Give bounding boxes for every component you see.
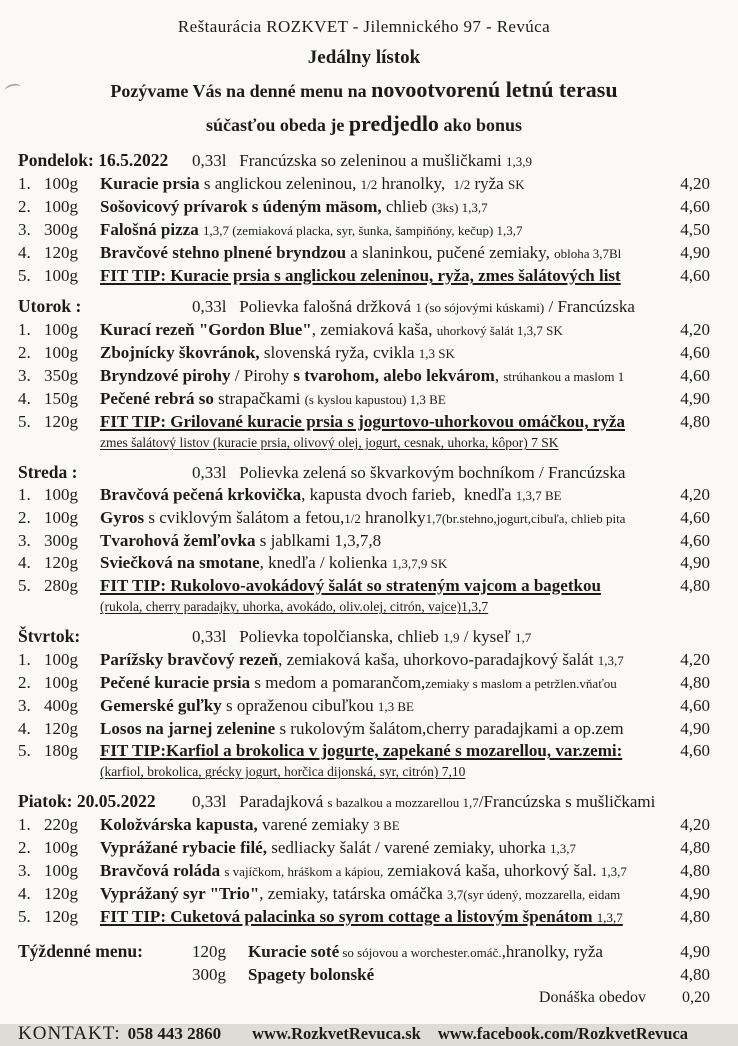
menu-item-row xyxy=(18,883,710,906)
text-part: chlieb xyxy=(381,197,432,216)
menu-item-row xyxy=(18,484,710,507)
item-price: 4,60 xyxy=(680,741,710,760)
item-text xyxy=(100,906,668,929)
text-part: Pečené kuracie prsia xyxy=(100,673,251,692)
menu-item-row xyxy=(18,507,710,530)
text-part: s opraženou cibuľkou xyxy=(221,696,378,715)
text-part: Polievka falošná držková xyxy=(239,297,416,316)
menu-item-row xyxy=(18,342,710,365)
menu-item-row xyxy=(18,552,710,575)
item-weight: 100g xyxy=(44,650,78,669)
menu-item-row xyxy=(18,242,710,265)
item-price: 4,80 xyxy=(680,838,710,857)
item-text xyxy=(100,740,668,762)
item-number: 4. xyxy=(18,719,31,738)
text-part: s tvarohom, alebo lekvárom xyxy=(293,366,495,385)
item-text xyxy=(100,814,668,837)
text-part: 3 BE xyxy=(373,818,400,833)
item-weight: 120g xyxy=(44,884,78,903)
text-part: Gemerské guľky xyxy=(100,696,222,715)
menu-item-row xyxy=(18,173,710,196)
text-part: 1 (so sójovými kúskami) xyxy=(415,300,545,315)
item-number: 4. xyxy=(18,389,31,408)
text-part: FIT TIP: Kuracie prsia s anglickou zeleninou, ryža, zmes šalátových list xyxy=(100,266,621,285)
menu-item-row xyxy=(18,837,710,860)
day-label: Štvrtok: xyxy=(18,626,81,646)
text-part: súčasťou obeda je xyxy=(205,115,349,135)
menu-item-row xyxy=(18,718,710,740)
item-price: 4,20 xyxy=(680,320,710,339)
item-weight: 350g xyxy=(44,366,78,385)
item-number: 3. xyxy=(18,366,31,385)
menu-item-row xyxy=(18,388,710,411)
item-number: 1. xyxy=(18,650,31,669)
text-part: 1,9 xyxy=(443,630,460,645)
weekly-menu-section xyxy=(18,940,710,986)
item-price: 4,80 xyxy=(680,907,710,926)
item-price: 4,90 xyxy=(680,553,710,572)
item-weight: 100g xyxy=(44,266,78,285)
menu-item-row xyxy=(18,319,710,342)
soup-row xyxy=(18,149,710,173)
text-part: /Francúzska s mušličkami xyxy=(478,792,656,811)
item-price: 4,80 xyxy=(680,861,710,880)
item-price: 4,90 xyxy=(680,719,710,738)
item-weight: 100g xyxy=(44,485,78,504)
text-part: Falošná pizza xyxy=(100,220,199,239)
text-part: s rukolovým šalátom,cherry paradajkami a op.zem xyxy=(275,719,624,738)
item-price: 4,20 xyxy=(680,650,710,669)
item-weight: 300g xyxy=(192,965,226,984)
restaurant-name: Reštaurácia ROZKVET - Jilemnického 97 - Revúca xyxy=(177,17,551,36)
item-text xyxy=(100,411,668,433)
item-text xyxy=(100,837,668,860)
soup-text xyxy=(192,626,710,649)
item-weight: 100g xyxy=(44,197,78,216)
soup-text xyxy=(192,791,710,814)
text-part: FIT TIP:Karfiol a brokolica v jogurte, zapekané s mozarellou, var.zemi: xyxy=(100,741,623,760)
menu-item-row xyxy=(18,672,710,695)
item-weight: 120g xyxy=(44,243,78,262)
text-part: Spagety bolonské xyxy=(248,965,375,984)
text-part: Kuracie prsia xyxy=(100,174,200,193)
daily-menu-sections xyxy=(18,149,710,929)
item-text xyxy=(100,365,668,388)
text-part: Vyprážaný syr "Trio" xyxy=(100,884,260,903)
item-number: 5. xyxy=(18,576,31,595)
menu-item-row xyxy=(18,196,710,219)
item-number: 2. xyxy=(18,838,31,857)
note-text: (karfiol, brokolica, grécky jogurt, horčica dijonská, syr, citrón) 7,10 xyxy=(100,764,466,779)
soup-text xyxy=(192,296,710,319)
item-text xyxy=(100,219,668,242)
text-part: , zemiaky, tatárska omáčka xyxy=(259,884,447,903)
text-part: Polievka zelená so škvarkovým bochníkom / Francúzska xyxy=(239,463,626,482)
item-price: 4,80 xyxy=(680,576,710,595)
text-part: 1,3,7 xyxy=(597,653,624,668)
website-text: www.RozkvetRevuca.sk xyxy=(252,1024,421,1043)
fit-tip-note-row xyxy=(18,762,710,782)
text-part: 1,3,7 xyxy=(600,864,627,879)
day-section xyxy=(18,790,710,929)
text-part: Bryndzové pirohy xyxy=(100,366,231,385)
item-number: 5. xyxy=(18,266,31,285)
day-label: Streda : xyxy=(18,462,78,482)
item-text xyxy=(100,388,668,411)
item-number: 3. xyxy=(18,696,31,715)
item-text xyxy=(100,196,668,219)
item-number: 1. xyxy=(18,320,31,339)
text-part: Sviečková na smotane xyxy=(100,553,260,572)
contact-row xyxy=(18,1022,710,1046)
item-weight: 120g xyxy=(44,907,78,926)
day-section xyxy=(18,461,710,617)
text-part: FIT TIP: Rukolovo-avokádový šalát so strateným vajcom a bagetkou xyxy=(100,576,601,595)
item-number: 5. xyxy=(18,741,31,760)
item-price: 4,90 xyxy=(680,942,710,961)
item-number: 4. xyxy=(18,553,31,572)
weekly-item-row xyxy=(18,940,710,964)
menu-title: Jedálny lístok xyxy=(307,47,421,68)
text-part: s bazalkou a mozzarellou 1,7 xyxy=(327,795,479,810)
text-part: , xyxy=(494,366,504,385)
item-weight: 100g xyxy=(44,320,78,339)
menu-item-row xyxy=(18,695,710,718)
text-part: novootvorenú letnú terasu xyxy=(371,77,618,102)
item-weight: 180g xyxy=(44,741,78,760)
fit-tip-note-row xyxy=(18,597,710,617)
text-part: strúhankou a maslom 1 xyxy=(503,369,625,384)
item-number: 3. xyxy=(18,861,31,880)
item-weight: 120g xyxy=(44,719,78,738)
text-part: 0,33l xyxy=(192,297,240,316)
item-number: 4. xyxy=(18,884,31,903)
text-part: 0,33l xyxy=(192,463,240,482)
item-weight: 300g xyxy=(44,531,78,550)
menu-item-row xyxy=(18,906,710,929)
text-part: Pozývame Vás na denné menu na xyxy=(110,81,372,101)
item-price: 4,60 xyxy=(680,531,710,550)
text-part: ako bonus xyxy=(438,115,522,135)
text-part: slovenská ryža, cvikla xyxy=(259,343,419,362)
item-price: 4,20 xyxy=(680,174,710,193)
text-part: FIT TIP: Cuketová palacinka so syrom cottage a listovým špenátom xyxy=(100,907,597,926)
soup-row xyxy=(18,295,710,319)
day-label: Utorok : xyxy=(18,296,82,316)
item-weight: 100g xyxy=(44,838,78,857)
item-text xyxy=(100,173,668,196)
item-weight: 120g xyxy=(192,942,226,961)
text-part: s jablkami 1,3,7,8 xyxy=(255,531,382,550)
text-part: 1,3 SK xyxy=(418,346,455,361)
text-part: Bravčové stehno plnené bryndzou xyxy=(100,243,347,262)
delivery-row xyxy=(18,987,710,1009)
item-number: 2. xyxy=(18,508,31,527)
item-weight: 100g xyxy=(44,861,78,880)
soup-text xyxy=(192,150,710,173)
item-weight: 100g xyxy=(44,508,78,527)
invite-line-1 xyxy=(18,77,710,104)
item-weight: 220g xyxy=(44,815,78,834)
item-price: 4,20 xyxy=(680,485,710,504)
item-price: 4,50 xyxy=(680,220,710,239)
text-part: zemiaková kaša, uhorkový šal. xyxy=(383,861,601,880)
item-text xyxy=(100,575,668,597)
item-weight: 150g xyxy=(44,389,78,408)
text-part: s medom a pomarančom, xyxy=(250,673,426,692)
text-part: / Pirohy xyxy=(230,366,294,385)
text-part: hranolky, xyxy=(377,174,454,193)
text-part: , zemiaková kaša, xyxy=(311,320,437,339)
item-weight: 400g xyxy=(44,696,78,715)
item-price: 4,60 xyxy=(680,197,710,216)
menu-item-row xyxy=(18,530,710,552)
text-part: , kapusta dvoch farieb, knedľa xyxy=(301,485,516,504)
item-number: 1. xyxy=(18,485,31,504)
item-number: 5. xyxy=(18,412,31,431)
text-part: 1/2 xyxy=(344,511,361,526)
text-part: Francúzska so zeleninou a mušličkami xyxy=(239,151,506,170)
item-text xyxy=(100,672,668,695)
text-part: Bravčová roláda xyxy=(100,861,221,880)
note-text: (rukola, cherry paradajky, uhorka, avokádo, oliv.olej, citrón, vajce)1,3,7 xyxy=(100,599,489,614)
item-price: 4,80 xyxy=(680,412,710,431)
text-part: 1/2 xyxy=(360,177,378,192)
soup-row xyxy=(18,790,710,814)
item-text xyxy=(100,552,668,575)
menu-item-row xyxy=(18,649,710,672)
menu-item-row xyxy=(18,365,710,388)
menu-item-row xyxy=(18,411,710,433)
item-text xyxy=(100,242,668,265)
menu-item-row xyxy=(18,575,710,597)
text-part: Paradajková xyxy=(239,792,328,811)
soup-text xyxy=(192,462,710,484)
soup-row xyxy=(18,461,710,484)
item-text xyxy=(100,265,668,287)
item-price: 4,60 xyxy=(680,366,710,385)
text-part: (s kyslou kapustou) 1,3 BE xyxy=(304,392,446,407)
delivery-price: 0,20 xyxy=(682,989,710,1006)
day-label: Pondelok: 16.5.2022 xyxy=(18,150,169,170)
item-text xyxy=(100,718,668,740)
text-part: Zbojnícky škovránok, xyxy=(100,343,260,362)
item-price: 4,90 xyxy=(680,243,710,262)
text-part: Pečené rebrá so xyxy=(100,389,214,408)
text-part: predjedlo xyxy=(348,111,439,136)
day-section xyxy=(18,149,710,287)
text-part: Kuracie soté xyxy=(248,942,340,961)
text-part: Sošovicový prívarok s údeným mäsom, xyxy=(100,197,382,216)
item-number: 3. xyxy=(18,531,31,550)
note-text: zmes šalátový listov (kuracie prsia, olivový olej, jogurt, cesnak, uhorka, kôpor) 7 SK xyxy=(100,435,559,450)
item-number: 1. xyxy=(18,174,31,193)
text-part: Polievka topolčianska, chlieb xyxy=(239,627,444,646)
text-part: 1,3,7,9 SK xyxy=(391,556,448,571)
day-section xyxy=(18,625,710,782)
item-number: 4. xyxy=(18,243,31,262)
text-part: / Francúzska xyxy=(544,297,635,316)
item-number: 2. xyxy=(18,197,31,216)
soup-row xyxy=(18,625,710,649)
item-text xyxy=(248,941,668,964)
text-part: 1,3,9 xyxy=(505,154,532,169)
text-part: obloha 3,7Bl xyxy=(554,246,622,261)
text-part: 1,3,7 BE xyxy=(515,488,562,503)
item-number: 5. xyxy=(18,907,31,926)
day-section xyxy=(18,295,710,453)
contact-phone: 058 443 2860 xyxy=(127,1024,222,1043)
item-price: 4,60 xyxy=(680,343,710,362)
item-text xyxy=(100,507,668,530)
item-text xyxy=(248,964,668,986)
item-price: 4,80 xyxy=(680,673,710,692)
fit-tip-note-row xyxy=(18,433,710,453)
text-part: 0,33l xyxy=(192,792,240,811)
text-part: 1,3,7 xyxy=(550,841,577,856)
text-part: FIT TIP: Grilované kuracie prsia s jogurtovo-uhorkovou omáčkou, ryža xyxy=(100,412,625,431)
item-number: 2. xyxy=(18,343,31,362)
menu-item-row xyxy=(18,219,710,242)
item-price: 4,20 xyxy=(680,815,710,834)
item-price: 4,90 xyxy=(680,389,710,408)
text-part: Losos na jarnej zelenine xyxy=(100,719,276,738)
item-price: 4,60 xyxy=(680,696,710,715)
text-part: s cviklovým šalátom a fetou, xyxy=(144,508,345,527)
item-weight: 100g xyxy=(44,343,78,362)
invite-line-2 xyxy=(18,111,710,138)
text-part: ryža xyxy=(470,174,508,193)
item-text xyxy=(100,319,668,342)
text-part: Tvarohová žemľovka xyxy=(100,531,256,550)
text-part: Vyprážané rybacie filé, xyxy=(100,838,267,857)
text-part: Gyros xyxy=(100,508,145,527)
item-text xyxy=(100,649,668,672)
menu-item-row xyxy=(18,860,710,883)
contact-label: KONTAKT: xyxy=(18,1023,121,1044)
text-part: a slaninkou, pučené zemiaky, xyxy=(346,243,555,262)
weekly-label: Týždenné menu: xyxy=(18,941,143,961)
weekly-item-row xyxy=(18,964,710,986)
text-part: strapačkami xyxy=(213,389,305,408)
item-text xyxy=(100,530,668,552)
item-number: 3. xyxy=(18,220,31,239)
text-part: , zemiaková kaša, uhorkovo-paradajkový šalát xyxy=(278,650,598,669)
item-text xyxy=(100,484,668,507)
text-part: uhorkový šalát 1,3,7 SK xyxy=(436,323,563,338)
item-price: 4,90 xyxy=(680,884,710,903)
menu-item-row xyxy=(18,740,710,762)
menu-item-row xyxy=(18,265,710,287)
text-part: 1,3 BE xyxy=(377,699,414,714)
item-weight: 120g xyxy=(44,553,78,572)
item-number: 2. xyxy=(18,673,31,692)
text-part: 1,7(br.stehno,jogurt,cibuľa, chlieb pita xyxy=(425,511,626,526)
text-part: zemiaky s maslom a petržlen.vňaťou xyxy=(425,676,617,691)
item-text xyxy=(100,883,668,906)
text-part: (3ks) 1,3,7 xyxy=(431,200,488,215)
item-price: 4,80 xyxy=(680,965,710,984)
item-weight: 300g xyxy=(44,220,78,239)
facebook-text: www.facebook.com/RozkvetRevuca xyxy=(437,1024,689,1043)
item-text xyxy=(100,342,668,365)
item-weight: 100g xyxy=(44,673,78,692)
text-part: s anglickou zeleninou, xyxy=(199,174,361,193)
text-part: 1,7 xyxy=(514,630,532,645)
text-part: sedliacky šalát / varené zemiaky, uhorka xyxy=(266,838,551,857)
item-text xyxy=(100,860,668,883)
text-part: SK xyxy=(507,177,525,192)
text-part: 1/2 xyxy=(453,177,471,192)
item-weight: 280g xyxy=(44,576,78,595)
day-label: Piatok: 20.05.2022 xyxy=(18,791,156,811)
text-part: 1,3,7 (zemiaková placka, syr, šunka, šampiňóny, kečup) 1,3,7 xyxy=(202,223,523,238)
text-part: Kurací rezeň "Gordon Blue" xyxy=(100,320,312,339)
item-weight: 100g xyxy=(44,174,78,193)
text-part: Parížsky bravčový rezeň xyxy=(100,650,279,669)
text-part: 0,33l xyxy=(192,151,240,170)
text-part: 3,7(syr údený, mozzarella, eidam xyxy=(447,887,621,902)
item-text xyxy=(100,695,668,718)
text-part: hranolky xyxy=(360,508,426,527)
text-part: Koložvárska kapusta, xyxy=(100,815,258,834)
menu-item-row xyxy=(18,814,710,837)
item-price: 4,60 xyxy=(680,508,710,527)
delivery-label: Donáška obedov xyxy=(538,989,646,1006)
item-number: 1. xyxy=(18,815,31,834)
text-part: varené zemiaky xyxy=(257,815,374,834)
text-part: so sójovou a worchester.omáč. xyxy=(339,945,502,960)
text-part: / kyseľ xyxy=(459,627,515,646)
text-part: ,hranolky, ryža xyxy=(501,942,603,961)
item-weight: 120g xyxy=(44,412,78,431)
text-part: 1,3,7 xyxy=(596,910,623,925)
item-price: 4,60 xyxy=(680,266,710,285)
text-part: , knedľa / kolienka xyxy=(259,553,392,572)
text-part: s vajíčkom, hráškom a kápiou, xyxy=(224,864,384,879)
text-part: Bravčová pečená krkovička xyxy=(100,485,302,504)
text-part: 0,33l xyxy=(192,627,240,646)
